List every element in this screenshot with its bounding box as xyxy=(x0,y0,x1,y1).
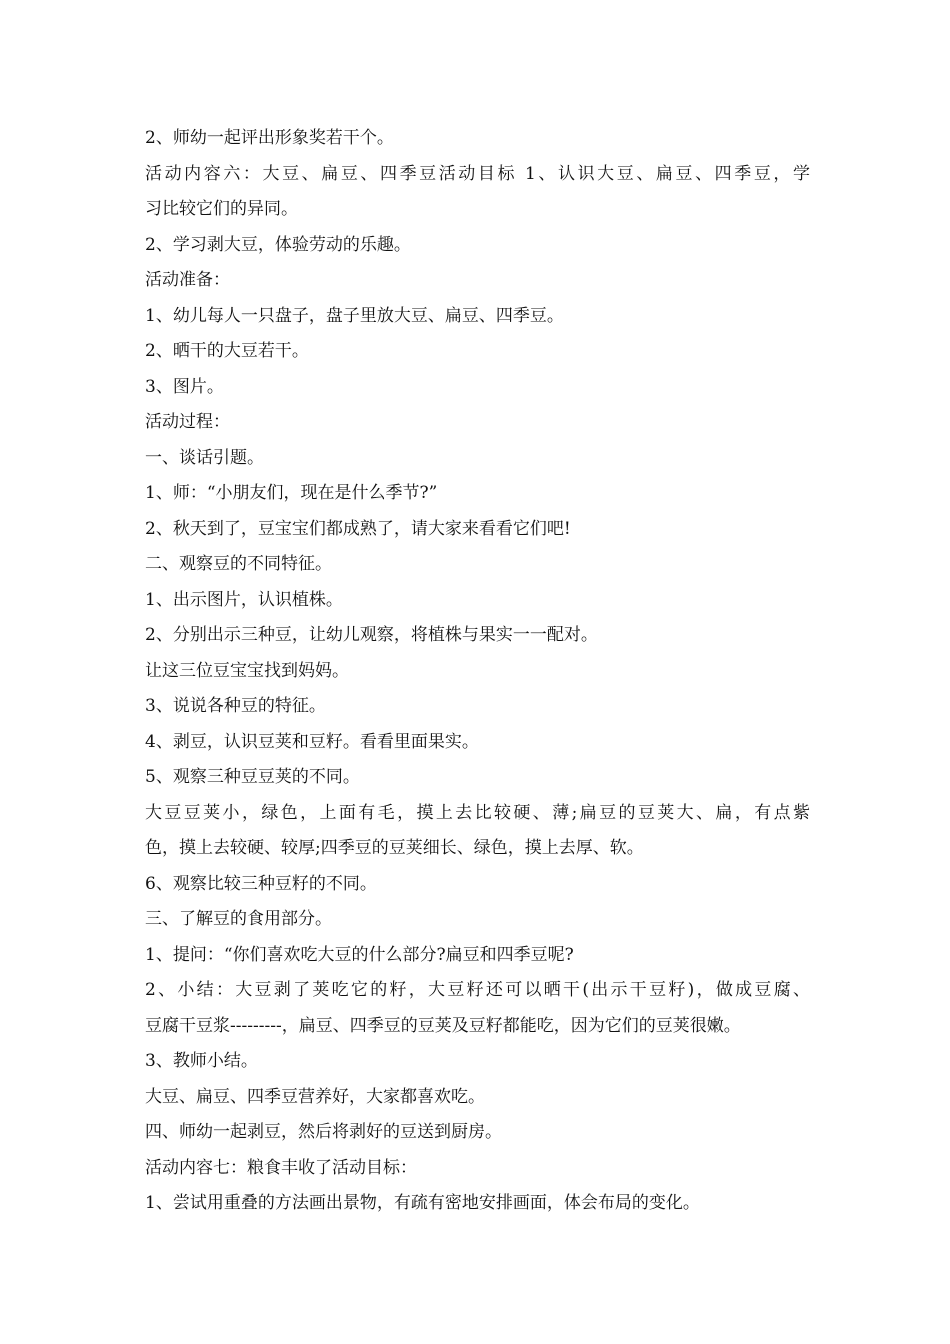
text-line: 活动内容六：大豆、扁豆、四季豆活动目标 1、认识大豆、扁豆、四季豆，学 xyxy=(145,163,810,184)
text-line: 色，摸上去较硬、较厚;四季豆的豆荚细长、绿色，摸上去厚、软。 xyxy=(145,838,644,858)
text-line: 2、小结：大豆剥了荚吃它的籽，大豆籽还可以晒干(出示干豆籽)，做成豆腐、 xyxy=(145,980,810,1000)
text-line: 2、学习剥大豆，体验劳动的乐趣。 xyxy=(145,234,411,255)
text-line: 3、教师小结。 xyxy=(145,1051,258,1071)
text-line: 5、观察三种豆豆荚的不同。 xyxy=(145,767,360,787)
text-line: 2、晒干的大豆若干。 xyxy=(145,341,309,361)
text-line: 三、了解豆的食用部分。 xyxy=(145,909,332,929)
text-line: 1、师：“小朋友们，现在是什么季节?” xyxy=(145,483,438,503)
text-line: 活动准备： xyxy=(145,270,230,290)
document-body xyxy=(145,121,810,1222)
text-line: 活动过程： xyxy=(145,412,230,432)
text-line: 2、分别出示三种豆，让幼儿观察，将植株与果实一一配对。 xyxy=(145,625,598,645)
text-line: 4、剥豆，认识豆荚和豆籽。看看里面果实。 xyxy=(145,731,479,752)
text-line: 1、出示图片，认识植株。 xyxy=(145,589,343,610)
text-line: 让这三位豆宝宝找到妈妈。 xyxy=(145,660,349,681)
text-line: 1、尝试用重叠的方法画出景物，有疏有密地安排画面，体会布局的变化。 xyxy=(145,1193,700,1213)
text-line: 2、秋天到了，豆宝宝们都成熟了，请大家来看看它们吧! xyxy=(145,518,571,539)
text-line: 活动内容七：粮食丰收了活动目标： xyxy=(145,1157,417,1178)
text-line: 3、说说各种豆的特征。 xyxy=(145,696,326,716)
text-line: 一、谈话引题。 xyxy=(145,447,264,468)
text-line: 3、图片。 xyxy=(145,376,224,397)
text-line: 四、师幼一起剥豆，然后将剥好的豆送到厨房。 xyxy=(145,1122,502,1142)
text-line: 6、观察比较三种豆籽的不同。 xyxy=(145,873,377,894)
text-line: 豆腐干豆浆---------，扁豆、四季豆的豆荚及豆籽都能吃，因为它们的豆荚很嫩。 xyxy=(145,1015,741,1036)
text-line: 1、幼儿每人一只盘子，盘子里放大豆、扁豆、四季豆。 xyxy=(145,305,564,326)
text-line: 2、师幼一起评出形象奖若干个。 xyxy=(145,128,394,148)
text-line: 习比较它们的异同。 xyxy=(145,199,298,219)
text-line: 大豆、扁豆、四季豆营养好，大家都喜欢吃。 xyxy=(145,1086,485,1107)
text-line: 1、提问：“你们喜欢吃大豆的什么部分?扁豆和四季豆呢? xyxy=(145,944,574,965)
text-line: 大豆豆荚小，绿色，上面有毛，摸上去比较硬、薄;扁豆的豆荚大、扁，有点紫 xyxy=(145,802,810,823)
text-line: 二、观察豆的不同特征。 xyxy=(145,554,332,574)
